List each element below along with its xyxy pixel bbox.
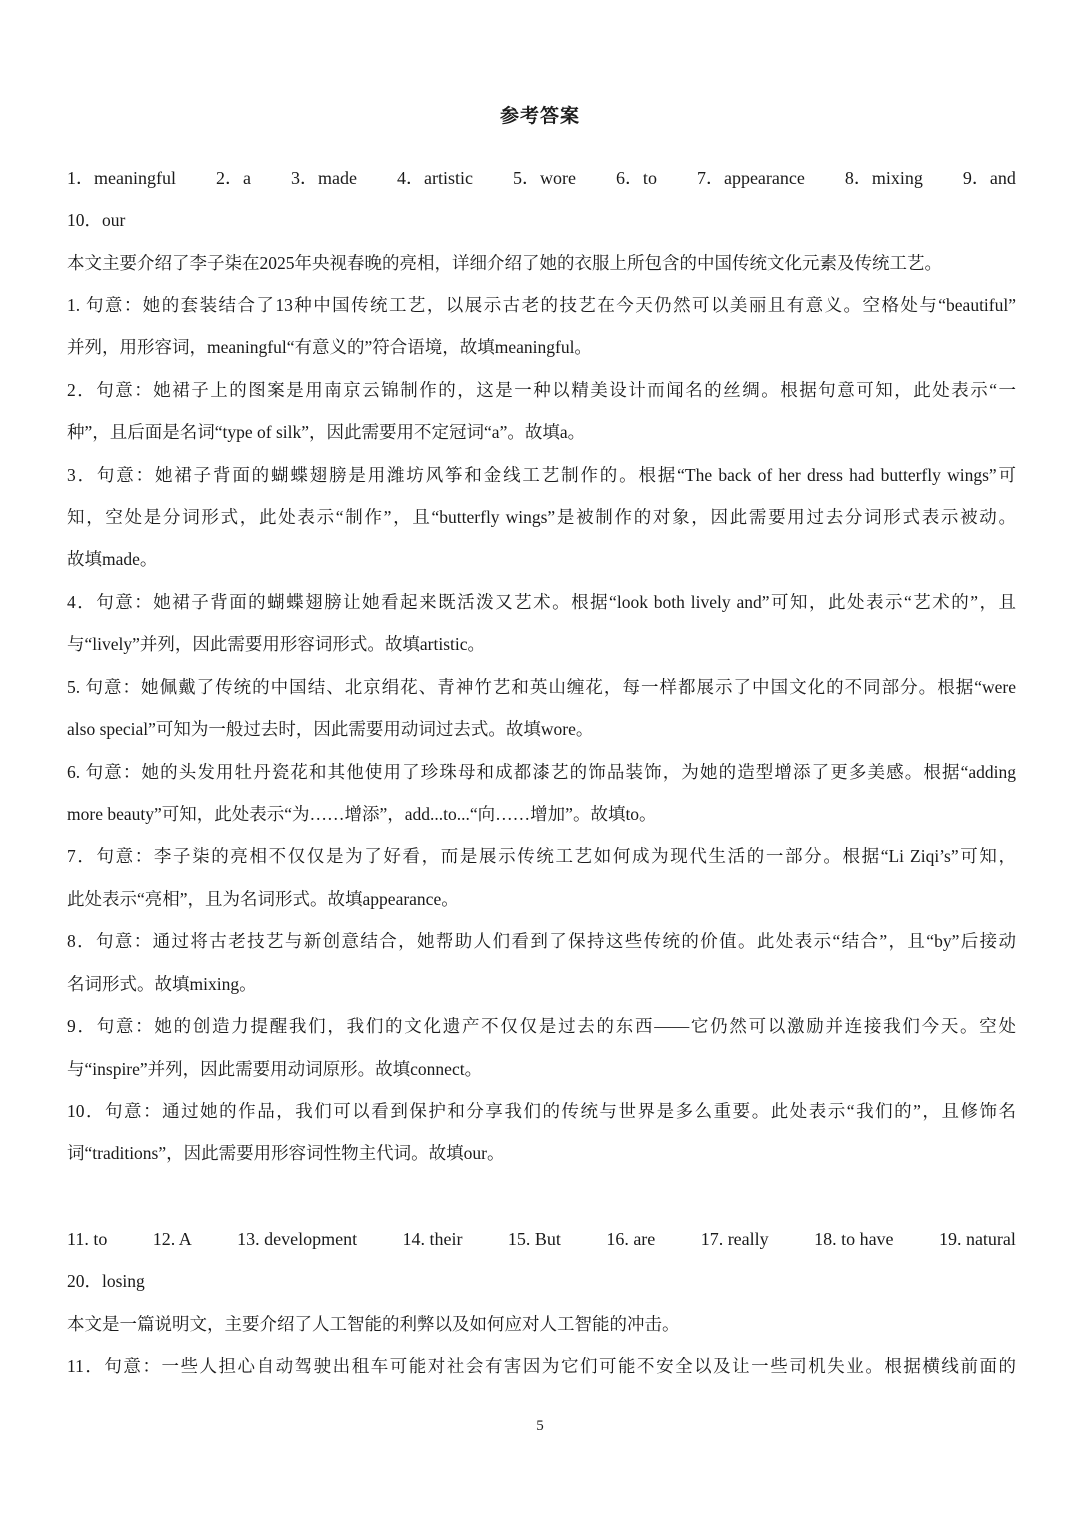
answer-item: 13. development [237,1229,358,1249]
answer-item: 5．wore [512,168,576,188]
answer-item: 4．artistic [396,168,473,188]
answer-item: 11. to [67,1229,108,1249]
explanation-line: 故填made。 [67,549,158,569]
answer-item: 17. really [700,1229,769,1249]
explanation-line: more beauty”可知，此处表示“为……增添”，add...to...“向……增加”。故填to。 [67,804,657,824]
page-number: 5 [536,1418,544,1434]
explanation-line: 与“lively”并列，因此需要用形容词形式。故填artistic。 [67,634,486,654]
summary-line: 本文是一篇说明文，主要介绍了人工智能的利弊以及如何应对人工智能的冲击。 [67,1314,680,1334]
answer-item: 10．our [67,210,126,230]
answer-item: 2．a [215,168,251,188]
explanation-line: 8．句意：通过将古老技艺与新创意结合，她帮助人们看到了保持这些传统的价值。此处表示“结合”，且“by”后接动 [67,931,1016,951]
explanation-line: 词“traditions”，因此需要用形容词性物主代词。故填our。 [67,1143,505,1163]
explanation-line: also special”可知为一般过去时，因此需要用动词过去式。故填wore。 [67,719,594,739]
explanation-line: 名词形式。故填mixing。 [67,974,257,994]
answer-item: 20．losing [67,1271,145,1291]
explanation-line: 7．句意：李子柒的亮相不仅仅是为了好看，而是展示传统工艺如何成为现代生活的一部分。根据“Li Ziqi’s”可知， [67,846,1016,866]
explanation-line: 与“inspire”并列，因此需要用动词原形。故填connect。 [67,1059,483,1079]
answer-item: 14. their [402,1229,463,1249]
explanation-line: 6. 句意：她的头发用牡丹瓷花和其他使用了珍珠母和成都漆艺的饰品装饰，为她的造型增添了更多美感。根据“adding [67,762,1016,782]
answer-key-row [67,163,1016,193]
explanation-line: 4．句意：她裙子背面的蝴蝶翅膀让她看起来既活泼又艺术。根据“look both lively and”可知，此处表示“艺术的”，且 [67,592,1016,612]
answer-item: 16. are [606,1229,656,1249]
answer-item: 9．and [962,168,1016,188]
answer-item: 7．appearance [696,168,805,188]
answer-item: 1．meaningful [67,168,176,188]
answer-item: 18. to have [814,1229,894,1249]
answer-item: 19. natural [938,1229,1016,1249]
explanation-line: 并列，用形容词，meaningful“有意义的”符合语境，故填meaningful。 [67,337,592,357]
explanation-line: 2．句意：她裙子上的图案是用南京云锦制作的，这是一种以精美设计而闻名的丝绸。根据句意可知，此处表示“一 [67,380,1016,400]
explanation-line: 9．句意：她的创造力提醒我们，我们的文化遗产不仅仅是过去的东西——它仍然可以激励并连接我们今天。空处 [67,1016,1016,1036]
answer-item: 6．to [615,168,657,188]
summary-line: 本文主要介绍了李子柒在2025年央视春晚的亮相，详细介绍了她的衣服上所包含的中国传统文化元素及传统工艺。 [67,253,942,273]
explanation-line: 知，空处是分词形式，此处表示“制作”，且“butterfly wings”是被制作的对象，因此需要用过去分词形式表示被动。 [67,507,1016,527]
explanation-line: 3．句意：她裙子背面的蝴蝶翅膀是用潍坊风筝和金线工艺制作的。根据“The back of her dress had butterfly wings”可 [67,465,1016,485]
answer-item: 15. But [507,1229,561,1249]
page-title: 参考答案 [499,105,580,127]
explanation-line: 5. 句意：她佩戴了传统的中国结、北京绢花、青神竹艺和英山缠花，每一样都展示了中国文化的不同部分。根据“were [67,677,1016,697]
explanation-line: 10．句意：通过她的作品，我们可以看到保护和分享我们的传统与世界是多么重要。此处表示“我们的”，且修饰名 [67,1101,1016,1121]
answer-item: 3．made [290,168,357,188]
explanation-line: 1. 句意：她的套装结合了13种中国传统工艺，以展示古老的技艺在今天仍然可以美丽且有意义。空格处与“beautiful” [67,295,1016,315]
answer-item: 8．mixing [844,168,923,188]
explanation-line: 11．句意：一些人担心自动驾驶出租车可能对社会有害因为它们可能不安全以及让一些司机失业。根据横线前面的 [67,1356,1016,1376]
answer-key-row [67,1224,1016,1254]
answer-item: 12. A [152,1229,192,1249]
explanation-line: 种”，且后面是名词“type of silk”，因此需要用不定冠词“a”。故填a。 [67,422,586,442]
explanation-line: 此处表示“亮相”，且为名词形式。故填appearance。 [67,889,459,909]
